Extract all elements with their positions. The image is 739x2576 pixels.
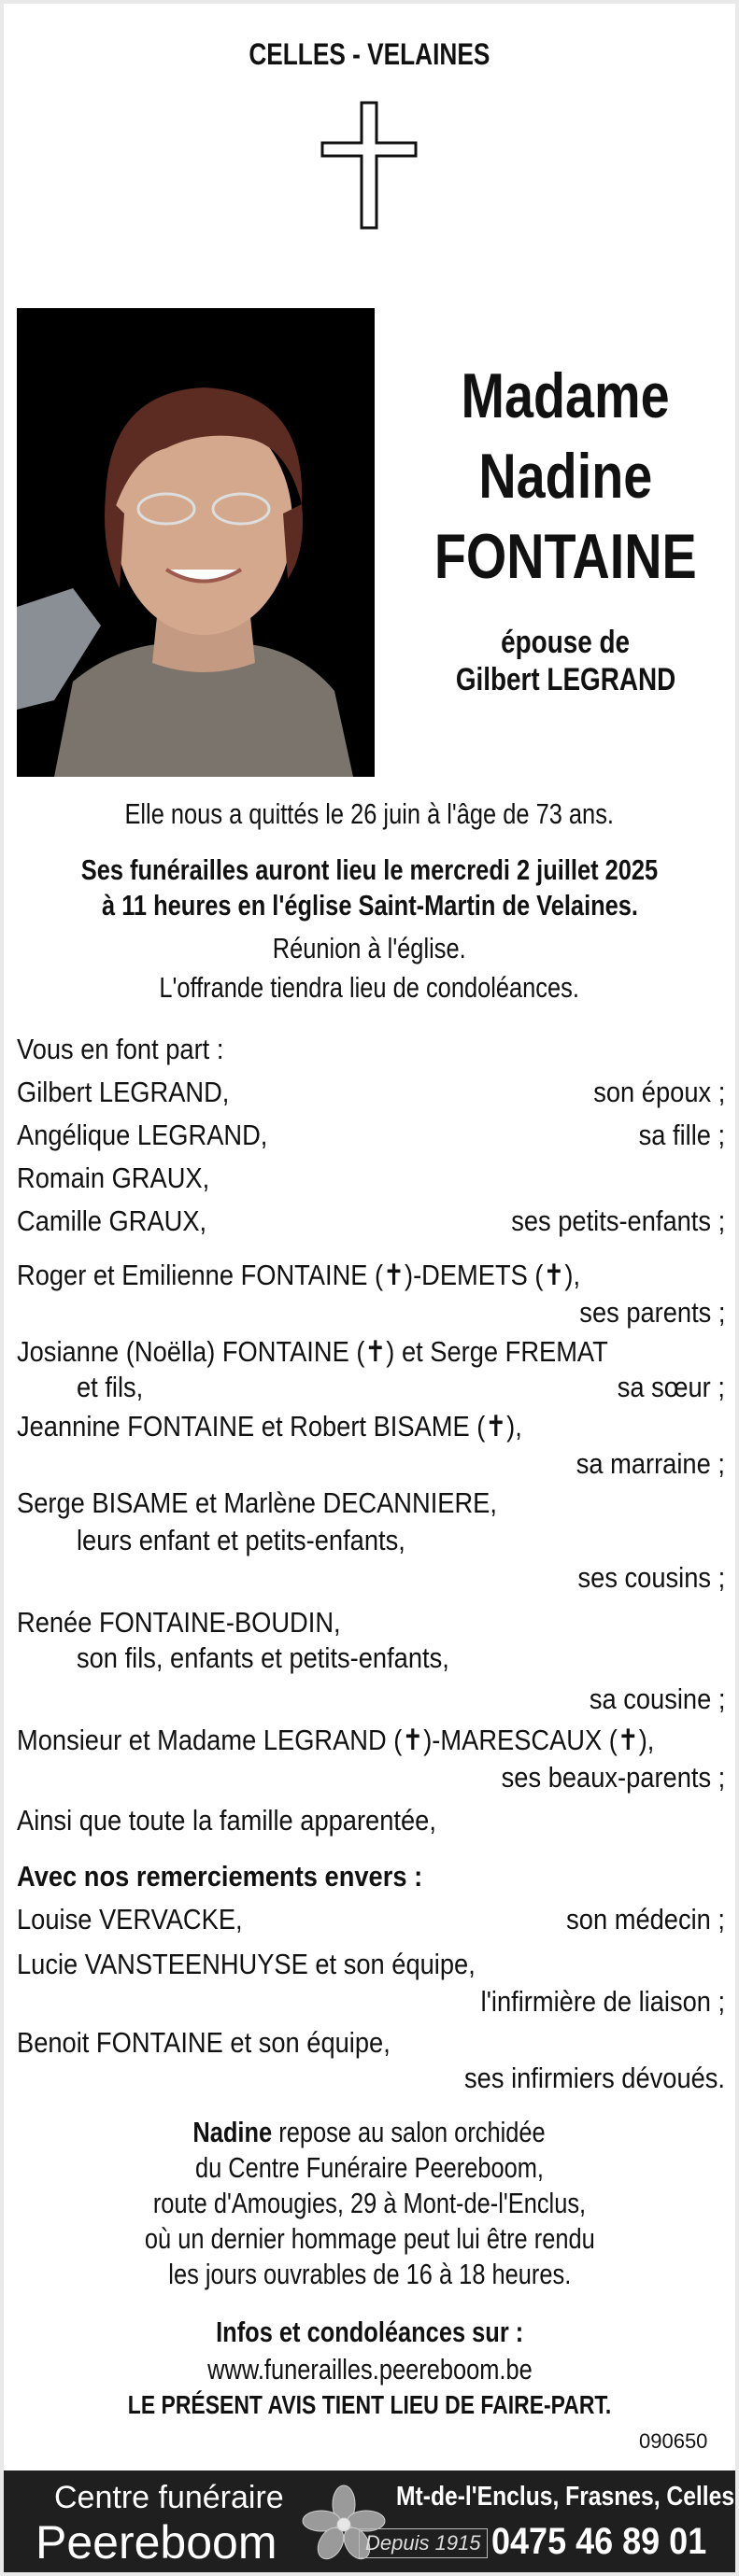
rest-line-3: route d'Amougies, 29 à Mont-de-l'Enclus, [152, 2187, 587, 2219]
funeral-line-2: à 11 heures en l'église Saint-Martin de Velaines. [101, 889, 638, 922]
family-row: Josianne (Noëlla) FONTAINE (✝) et Serge FREMAT [17, 1335, 608, 1368]
rest-line-4: où un dernier hommage peut lui être rendu [144, 2222, 595, 2255]
family-row-sub: son fils, enfants et petits-enfants, [77, 1641, 449, 1674]
deceased-title: Madame [461, 360, 671, 431]
thanks-row-relation: ses infirmiers dévoués. [464, 2062, 725, 2094]
portrait-photo [17, 308, 375, 777]
rest-line-2: du Centre Funéraire Peereboom, [194, 2151, 545, 2184]
info-heading: Infos et condoléances sur : [215, 2316, 524, 2348]
footer-since-badge: Depuis 1915 [359, 2528, 488, 2558]
family-row-relation: sa marraine ; [576, 1447, 725, 1480]
family-row-relation: ses beaux-parents ; [501, 1761, 725, 1794]
latin-cross-icon [320, 100, 419, 231]
portrait-image [17, 308, 375, 777]
family-row: Romain GRAUX, [17, 1161, 210, 1194]
thanks-row: Benoit FONTAINE et son équipe, [17, 2026, 391, 2059]
family-row: Gilbert LEGRAND, son époux ; [17, 1076, 725, 1108]
family-intro: Vous en font part : [17, 1033, 224, 1065]
family-row-relation: sa cousine ; [589, 1682, 725, 1715]
funeral-line-1: Ses funérailles auront lieu le mercredi 2 juillet 2025 [80, 853, 659, 886]
family-row-relation: ses cousins ; [577, 1561, 725, 1594]
thanks-row-relation: l'infirmière de liaison ; [480, 1985, 725, 2018]
family-row-relation: et fils, sa sœur ; [77, 1371, 725, 1403]
death-statement: Elle nous a quittés le 26 juin à l'âge de 73 ans. [124, 797, 615, 830]
family-row: Renée FONTAINE-BOUDIN, [17, 1606, 341, 1639]
meeting-line: Réunion à l'église. [273, 932, 466, 964]
reference-code: 090650 [639, 2429, 708, 2453]
footer-locations: Mt-de-l'Enclus, Frasnes, Celles [396, 2482, 735, 2512]
footer-brand: Peereboom [36, 2516, 277, 2569]
website-link[interactable]: www.funerailles.peereboom.be [206, 2353, 533, 2386]
location-header: CELLES - VELAINES [249, 37, 490, 71]
family-row: Monsieur et Madame LEGRAND (✝)-MARESCAUX (✝), [17, 1724, 655, 1756]
spouse-name: Gilbert LEGRAND [455, 662, 676, 697]
family-row: Roger et Emilienne FONTAINE (✝)-DEMETS (✝), [17, 1259, 581, 1291]
spouse-label: épouse de [501, 625, 631, 660]
footer-phone[interactable]: 0475 46 89 01 [491, 2521, 707, 2562]
offering-line: L'offrande tiendra lieu de condoléances. [159, 971, 580, 1004]
family-row: Serge BISAME et Marlène DECANNIERE, [17, 1486, 497, 1519]
funeral-home-footer [4, 2470, 735, 2572]
deceased-first-name: Nadine [478, 441, 653, 512]
rest-line-5: les jours ouvrables de 16 à 18 heures. [167, 2258, 571, 2290]
family-row: Jeannine FONTAINE et Robert BISAME (✝), [17, 1410, 522, 1443]
family-row-sub: leurs enfant et petits-enfants, [77, 1524, 405, 1556]
thanks-heading: Avec nos remerciements envers : [17, 1860, 423, 1893]
thanks-row: Louise VERVACKE, son médecin ; [17, 1903, 725, 1936]
thanks-row: Lucie VANSTEENHUYSE et son équipe, [17, 1948, 476, 1980]
family-row: Ainsi que toute la famille apparentée, [17, 1804, 436, 1837]
obituary-notice [4, 4, 735, 2572]
family-row: Angélique LEGRAND, sa fille ; [17, 1119, 725, 1151]
family-row-relation: ses parents ; [578, 1296, 725, 1329]
notice-line: LE PRÉSENT AVIS TIENT LIEU DE FAIRE-PART. [127, 2390, 612, 2419]
rest-line-1: Nadine repose au salon orchidée [192, 2116, 547, 2148]
deceased-last-name: FONTAINE [434, 521, 697, 592]
footer-label: Centre funéraire [54, 2480, 284, 2515]
family-row: Camille GRAUX, ses petits-enfants ; [17, 1204, 725, 1237]
